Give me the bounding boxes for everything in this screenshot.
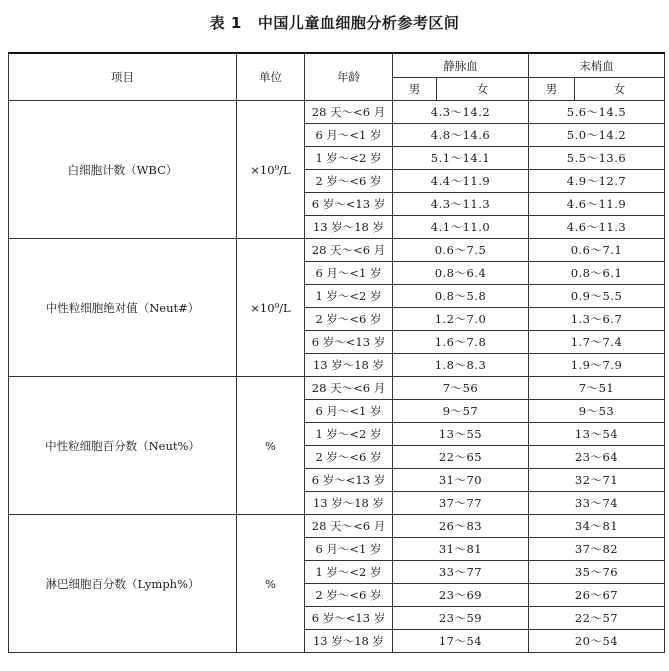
header-capillary-male: 男 [529, 78, 575, 101]
table-body [9, 101, 665, 653]
reference-interval-table [8, 52, 665, 653]
age-range: 13 岁～18 岁 [305, 492, 393, 515]
item-name: 中性粒细胞绝对值（Neut#） [9, 239, 237, 377]
age-range: 6 岁～<13 岁 [305, 193, 393, 216]
venous-value: 4.8～14.6 [393, 124, 529, 147]
venous-value: 31～70 [393, 469, 529, 492]
table-title [0, 12, 669, 33]
capillary-value: 0.8～6.1 [529, 262, 665, 285]
age-range: 1 岁～<2 岁 [305, 561, 393, 584]
capillary-value: 1.9～7.9 [529, 354, 665, 377]
age-range: 13 岁～18 岁 [305, 630, 393, 653]
capillary-value: 5.5～13.6 [529, 147, 665, 170]
table-row [9, 515, 665, 538]
capillary-value: 9～53 [529, 400, 665, 423]
venous-value: 9～57 [393, 400, 529, 423]
age-range: 6 月～<1 岁 [305, 538, 393, 561]
capillary-value: 33～74 [529, 492, 665, 515]
table-row [9, 101, 665, 124]
venous-value: 1.8～8.3 [393, 354, 529, 377]
capillary-value: 5.0～14.2 [529, 124, 665, 147]
table-row [9, 377, 665, 400]
age-range: 28 天～<6 月 [305, 101, 393, 124]
age-range: 1 岁～<2 岁 [305, 285, 393, 308]
age-range: 6 月～<1 岁 [305, 262, 393, 285]
age-range: 6 岁～<13 岁 [305, 607, 393, 630]
venous-value: 23～59 [393, 607, 529, 630]
age-range: 1 岁～<2 岁 [305, 423, 393, 446]
capillary-value: 4.9～12.7 [529, 170, 665, 193]
header-venous-male: 男 [393, 78, 437, 101]
age-range: 28 天～<6 月 [305, 239, 393, 262]
header-venous: 静脉血 [393, 53, 529, 78]
table-number: 表 1 [209, 14, 242, 32]
header-age: 年龄 [305, 53, 393, 101]
venous-value: 7～56 [393, 377, 529, 400]
capillary-value: 4.6～11.9 [529, 193, 665, 216]
capillary-value: 1.3～6.7 [529, 308, 665, 331]
venous-value: 4.1～11.0 [393, 216, 529, 239]
item-name: 白细胞计数（WBC） [9, 101, 237, 239]
header-capillary-female: 女 [575, 78, 665, 101]
age-range: 28 天～<6 月 [305, 515, 393, 538]
header-item: 项目 [9, 53, 237, 101]
capillary-value: 22～57 [529, 607, 665, 630]
venous-value: 26～83 [393, 515, 529, 538]
age-range: 2 岁～<6 岁 [305, 308, 393, 331]
age-range: 6 岁～<13 岁 [305, 469, 393, 492]
venous-value: 4.3～11.3 [393, 193, 529, 216]
age-range: 2 岁～<6 岁 [305, 584, 393, 607]
capillary-value: 1.7～7.4 [529, 331, 665, 354]
venous-value: 13～55 [393, 423, 529, 446]
venous-value: 0.8～5.8 [393, 285, 529, 308]
venous-value: 5.1～14.1 [393, 147, 529, 170]
header-venous-female: 女 [437, 78, 529, 101]
venous-value: 22～65 [393, 446, 529, 469]
capillary-value: 26～67 [529, 584, 665, 607]
venous-value: 33～77 [393, 561, 529, 584]
capillary-value: 32～71 [529, 469, 665, 492]
venous-value: 4.4～11.9 [393, 170, 529, 193]
age-range: 6 月～<1 岁 [305, 400, 393, 423]
item-name: 淋巴细胞百分数（Lymph%） [9, 515, 237, 653]
item-unit: ×10⁹/L [237, 239, 305, 377]
venous-value: 23～69 [393, 584, 529, 607]
venous-value: 0.6～7.5 [393, 239, 529, 262]
age-range: 6 岁～<13 岁 [305, 331, 393, 354]
capillary-value: 35～76 [529, 561, 665, 584]
capillary-value: 20～54 [529, 630, 665, 653]
capillary-value: 5.6～14.5 [529, 101, 665, 124]
capillary-value: 0.9～5.5 [529, 285, 665, 308]
item-unit: % [237, 377, 305, 515]
age-range: 1 岁～<2 岁 [305, 147, 393, 170]
age-range: 13 岁～18 岁 [305, 354, 393, 377]
table-row [9, 239, 665, 262]
venous-value: 0.8～6.4 [393, 262, 529, 285]
header-unit: 单位 [237, 53, 305, 101]
age-range: 6 月～<1 岁 [305, 124, 393, 147]
capillary-value: 37～82 [529, 538, 665, 561]
capillary-value: 23～64 [529, 446, 665, 469]
capillary-value: 34～81 [529, 515, 665, 538]
capillary-value: 7～51 [529, 377, 665, 400]
capillary-value: 4.6～11.3 [529, 216, 665, 239]
venous-value: 1.2～7.0 [393, 308, 529, 331]
item-unit: ×10⁹/L [237, 101, 305, 239]
capillary-value: 0.6～7.1 [529, 239, 665, 262]
table-caption: 中国儿童血细胞分析参考区间 [257, 14, 460, 32]
item-unit: % [237, 515, 305, 653]
venous-value: 17～54 [393, 630, 529, 653]
age-range: 13 岁～18 岁 [305, 216, 393, 239]
venous-value: 31～81 [393, 538, 529, 561]
venous-value: 37～77 [393, 492, 529, 515]
age-range: 28 天～<6 月 [305, 377, 393, 400]
header-capillary: 末梢血 [529, 53, 665, 78]
age-range: 2 岁～<6 岁 [305, 170, 393, 193]
capillary-value: 13～54 [529, 423, 665, 446]
venous-value: 1.6～7.8 [393, 331, 529, 354]
age-range: 2 岁～<6 岁 [305, 446, 393, 469]
item-name: 中性粒细胞百分数（Neut%） [9, 377, 237, 515]
venous-value: 4.3～14.2 [393, 101, 529, 124]
